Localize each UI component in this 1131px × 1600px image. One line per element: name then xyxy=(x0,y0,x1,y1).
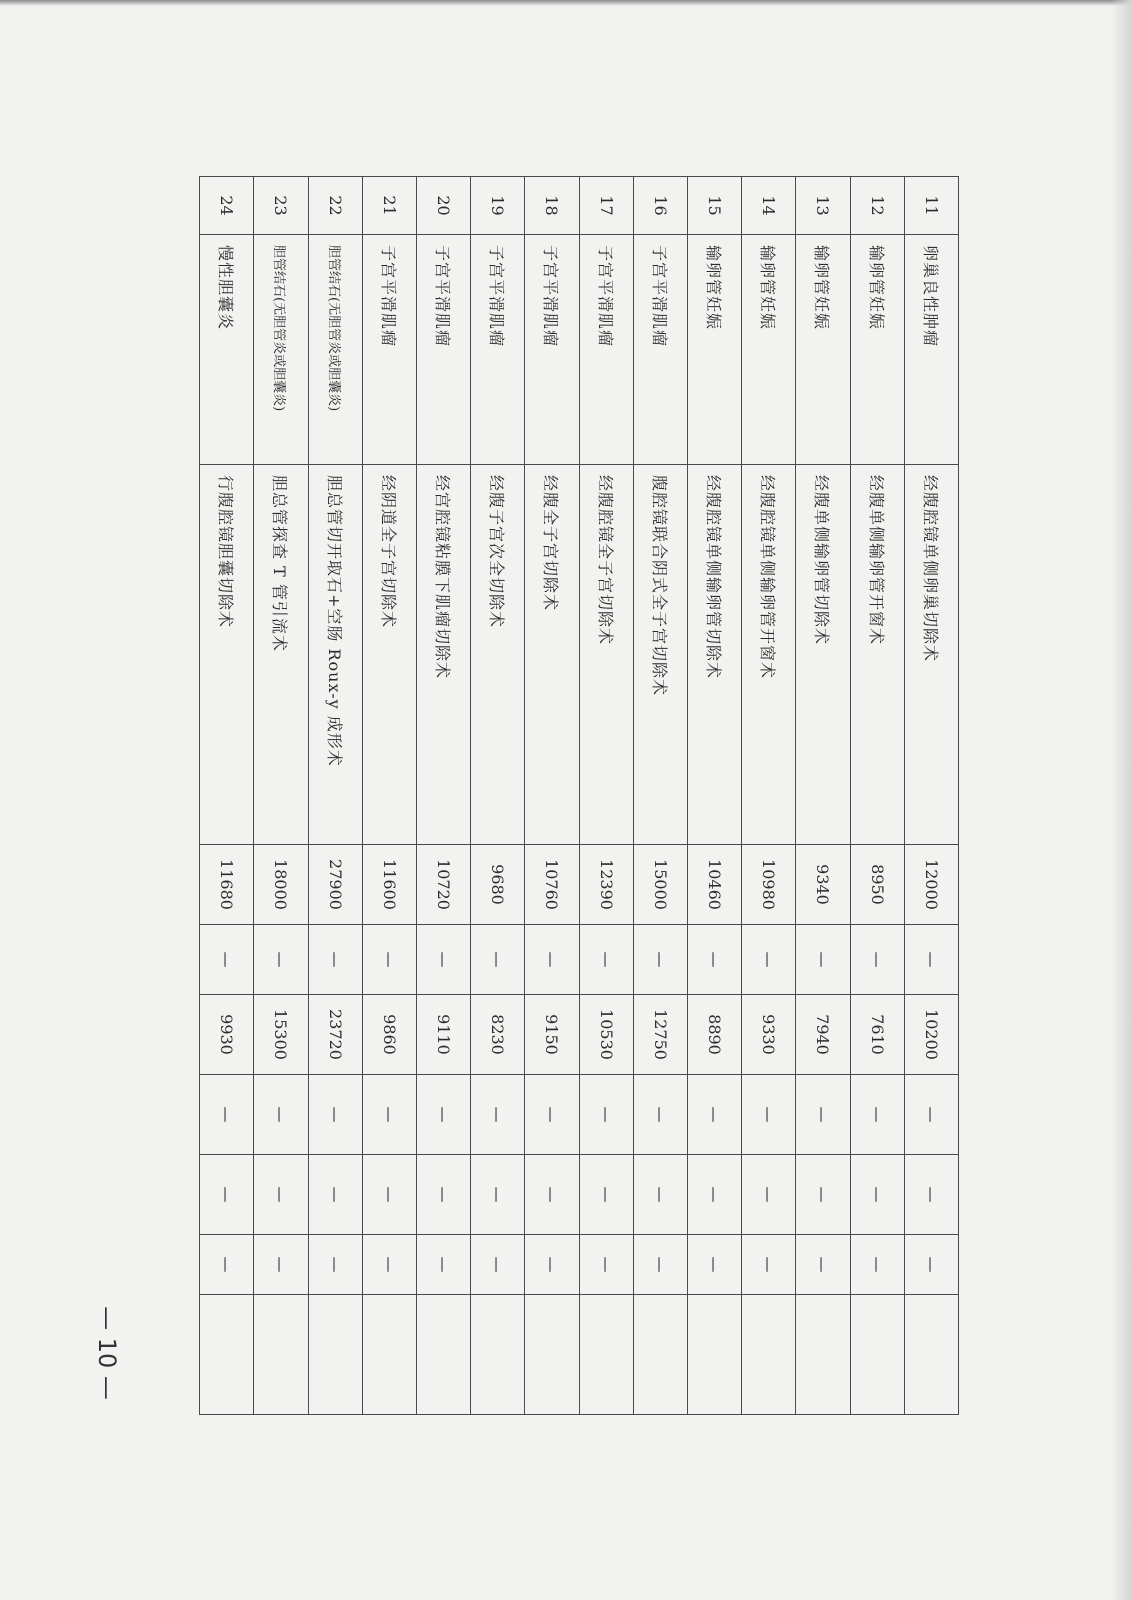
scan-shadow-right xyxy=(1111,0,1131,1600)
fee-cell-4: — xyxy=(308,1075,362,1155)
table-row xyxy=(525,177,579,1415)
diagnosis-cell: 胆管结石(无胆管炎或胆囊炎) xyxy=(308,235,362,465)
procedure-cell: 胆总管探查 T 管引流术 xyxy=(254,465,308,845)
fee-cell-2: — xyxy=(200,925,254,995)
fee-cell-5: — xyxy=(362,1155,416,1235)
diagnosis-cell: 输卵管妊娠 xyxy=(796,235,850,465)
fee-cell-5: — xyxy=(850,1155,904,1235)
procedure-cell: 经腹子宫次全切除术 xyxy=(471,465,525,845)
fee-cell-1: 9340 xyxy=(796,845,850,925)
note-cell xyxy=(687,1295,741,1415)
diagnosis-cell: 子宫平滑肌瘤 xyxy=(579,235,633,465)
diagnosis-cell: 慢性胆囊炎 xyxy=(200,235,254,465)
fee-cell-3: 9110 xyxy=(416,995,470,1075)
page-number xyxy=(87,1306,127,1400)
procedure-cell: 经腹腔镜单侧输卵管开窗术 xyxy=(742,465,796,845)
note-cell xyxy=(796,1295,850,1415)
procedure-cell: 胆总管切开取石+空肠 Roux-y 成形术 xyxy=(308,465,362,845)
row-number-cell: 12 xyxy=(850,177,904,235)
diagnosis-cell: 子宫平滑肌瘤 xyxy=(362,235,416,465)
note-cell xyxy=(633,1295,687,1415)
fee-cell-3: 10200 xyxy=(904,995,958,1075)
fee-cell-4: — xyxy=(471,1075,525,1155)
row-number-cell: 11 xyxy=(904,177,958,235)
table-row xyxy=(308,177,362,1415)
table-row xyxy=(742,177,796,1415)
fee-cell-3: 23720 xyxy=(308,995,362,1075)
fee-cell-5: — xyxy=(200,1155,254,1235)
fee-cell-4: — xyxy=(579,1075,633,1155)
note-cell xyxy=(904,1295,958,1415)
fee-cell-3: 10530 xyxy=(579,995,633,1075)
fee-cell-4: — xyxy=(742,1075,796,1155)
fee-cell-1: 8950 xyxy=(850,845,904,925)
diagnosis-cell: 子宫平滑肌瘤 xyxy=(525,235,579,465)
fee-cell-2: — xyxy=(471,925,525,995)
fee-cell-2: — xyxy=(796,925,850,995)
fee-cell-6: — xyxy=(416,1235,470,1295)
fee-cell-4: — xyxy=(633,1075,687,1155)
fee-cell-5: — xyxy=(308,1155,362,1235)
table-row xyxy=(416,177,470,1415)
row-number-cell: 17 xyxy=(579,177,633,235)
note-cell xyxy=(200,1295,254,1415)
diagnosis-cell: 输卵管妊娠 xyxy=(687,235,741,465)
fee-cell-6: — xyxy=(308,1235,362,1295)
note-cell xyxy=(579,1295,633,1415)
table-row xyxy=(633,177,687,1415)
fee-cell-1: 27900 xyxy=(308,845,362,925)
fee-cell-3: 9860 xyxy=(362,995,416,1075)
fee-cell-3: 9330 xyxy=(742,995,796,1075)
procedure-cell: 腹腔镜联合阴式全子宫切除术 xyxy=(633,465,687,845)
fee-cell-1: 11600 xyxy=(362,845,416,925)
scan-shadow-top xyxy=(0,0,1131,6)
fee-cell-1: 10760 xyxy=(525,845,579,925)
fee-cell-6: — xyxy=(850,1235,904,1295)
rotated-table-container xyxy=(199,176,959,1414)
note-cell xyxy=(308,1295,362,1415)
diagnosis-cell: 子宫平滑肌瘤 xyxy=(633,235,687,465)
fee-cell-3: 8230 xyxy=(471,995,525,1075)
fee-cell-2: — xyxy=(904,925,958,995)
table-row xyxy=(687,177,741,1415)
diagnosis-cell: 子宫平滑肌瘤 xyxy=(471,235,525,465)
row-number-cell: 20 xyxy=(416,177,470,235)
fee-cell-5: — xyxy=(742,1155,796,1235)
fee-cell-1: 10460 xyxy=(687,845,741,925)
fee-cell-6: — xyxy=(254,1235,308,1295)
note-cell xyxy=(742,1295,796,1415)
note-cell xyxy=(525,1295,579,1415)
row-number-cell: 22 xyxy=(308,177,362,235)
fee-cell-2: — xyxy=(742,925,796,995)
procedure-cell: 经腹腔镜全子宫切除术 xyxy=(579,465,633,845)
fee-cell-5: — xyxy=(254,1155,308,1235)
fee-cell-6: — xyxy=(362,1235,416,1295)
row-number-cell: 24 xyxy=(200,177,254,235)
fee-cell-6: — xyxy=(579,1235,633,1295)
table-row xyxy=(362,177,416,1415)
fee-cell-6: — xyxy=(904,1235,958,1295)
table-row xyxy=(850,177,904,1415)
procedure-cell: 经腹单侧输卵管开窗术 xyxy=(850,465,904,845)
procedure-cell: 经腹单侧输卵管切除术 xyxy=(796,465,850,845)
fee-cell-5: — xyxy=(687,1155,741,1235)
fee-cell-3: 9930 xyxy=(200,995,254,1075)
fee-cell-5: — xyxy=(633,1155,687,1235)
diagnosis-cell: 输卵管妊娠 xyxy=(742,235,796,465)
fee-cell-2: — xyxy=(416,925,470,995)
table-row xyxy=(471,177,525,1415)
row-number-cell: 21 xyxy=(362,177,416,235)
fee-cell-4: — xyxy=(200,1075,254,1155)
fee-cell-4: — xyxy=(525,1075,579,1155)
fee-cell-2: — xyxy=(308,925,362,995)
diagnosis-cell: 子宫平滑肌瘤 xyxy=(416,235,470,465)
fee-cell-2: — xyxy=(633,925,687,995)
fee-cell-4: — xyxy=(687,1075,741,1155)
diagnosis-cell: 卵巢良性肿瘤 xyxy=(904,235,958,465)
procedure-cell: 经腹全子宫切除术 xyxy=(525,465,579,845)
row-number-cell: 18 xyxy=(525,177,579,235)
fee-cell-1: 11680 xyxy=(200,845,254,925)
fee-cell-2: — xyxy=(579,925,633,995)
note-cell xyxy=(850,1295,904,1415)
procedure-cell: 经阴道全子宫切除术 xyxy=(362,465,416,845)
fee-cell-4: — xyxy=(904,1075,958,1155)
procedure-cell: 经腹腔镜单侧输卵管切除术 xyxy=(687,465,741,845)
note-cell xyxy=(471,1295,525,1415)
fee-cell-1: 15000 xyxy=(633,845,687,925)
fee-cell-3: 15300 xyxy=(254,995,308,1075)
diagnosis-cell: 胆管结石(无胆管炎或胆囊炎) xyxy=(254,235,308,465)
fee-cell-2: — xyxy=(254,925,308,995)
row-number-cell: 23 xyxy=(254,177,308,235)
procedure-cell: 行腹腔镜胆囊切除术 xyxy=(200,465,254,845)
fee-cell-6: — xyxy=(742,1235,796,1295)
fee-cell-6: — xyxy=(633,1235,687,1295)
fee-cell-1: 18000 xyxy=(254,845,308,925)
fee-cell-6: — xyxy=(200,1235,254,1295)
fee-cell-1: 12390 xyxy=(579,845,633,925)
fee-cell-5: — xyxy=(471,1155,525,1235)
fee-cell-1: 12000 xyxy=(904,845,958,925)
diagnosis-cell: 输卵管妊娠 xyxy=(850,235,904,465)
row-number-cell: 15 xyxy=(687,177,741,235)
fee-cell-5: — xyxy=(796,1155,850,1235)
procedure-cell: 经腹腔镜单侧卵巢切除术 xyxy=(904,465,958,845)
fee-cell-2: — xyxy=(362,925,416,995)
fee-table xyxy=(199,176,959,1415)
fee-cell-3: 9150 xyxy=(525,995,579,1075)
page-number-text: — 10 — xyxy=(93,1306,122,1400)
table-row xyxy=(904,177,958,1415)
fee-cell-3: 7610 xyxy=(850,995,904,1075)
fee-cell-6: — xyxy=(796,1235,850,1295)
fee-cell-5: — xyxy=(416,1155,470,1235)
table-row xyxy=(254,177,308,1415)
fee-cell-4: — xyxy=(362,1075,416,1155)
note-cell xyxy=(254,1295,308,1415)
fee-cell-5: — xyxy=(904,1155,958,1235)
row-number-cell: 19 xyxy=(471,177,525,235)
fee-cell-1: 10980 xyxy=(742,845,796,925)
table-row xyxy=(796,177,850,1415)
fee-table-body xyxy=(200,177,959,1415)
fee-cell-2: — xyxy=(525,925,579,995)
fee-cell-3: 8890 xyxy=(687,995,741,1075)
fee-cell-4: — xyxy=(416,1075,470,1155)
fee-cell-6: — xyxy=(471,1235,525,1295)
fee-cell-6: — xyxy=(525,1235,579,1295)
fee-cell-4: — xyxy=(796,1075,850,1155)
fee-cell-1: 9680 xyxy=(471,845,525,925)
fee-cell-5: — xyxy=(579,1155,633,1235)
fee-cell-5: — xyxy=(525,1155,579,1235)
fee-cell-4: — xyxy=(254,1075,308,1155)
row-number-cell: 13 xyxy=(796,177,850,235)
fee-cell-3: 7940 xyxy=(796,995,850,1075)
note-cell xyxy=(416,1295,470,1415)
fee-cell-2: — xyxy=(850,925,904,995)
fee-cell-3: 12750 xyxy=(633,995,687,1075)
note-cell xyxy=(362,1295,416,1415)
row-number-cell: 14 xyxy=(742,177,796,235)
fee-cell-4: — xyxy=(850,1075,904,1155)
procedure-cell: 经宫腔镜粘膜下肌瘤切除术 xyxy=(416,465,470,845)
fee-cell-1: 10720 xyxy=(416,845,470,925)
table-row xyxy=(579,177,633,1415)
fee-cell-6: — xyxy=(687,1235,741,1295)
row-number-cell: 16 xyxy=(633,177,687,235)
fee-cell-2: — xyxy=(687,925,741,995)
table-row xyxy=(200,177,254,1415)
